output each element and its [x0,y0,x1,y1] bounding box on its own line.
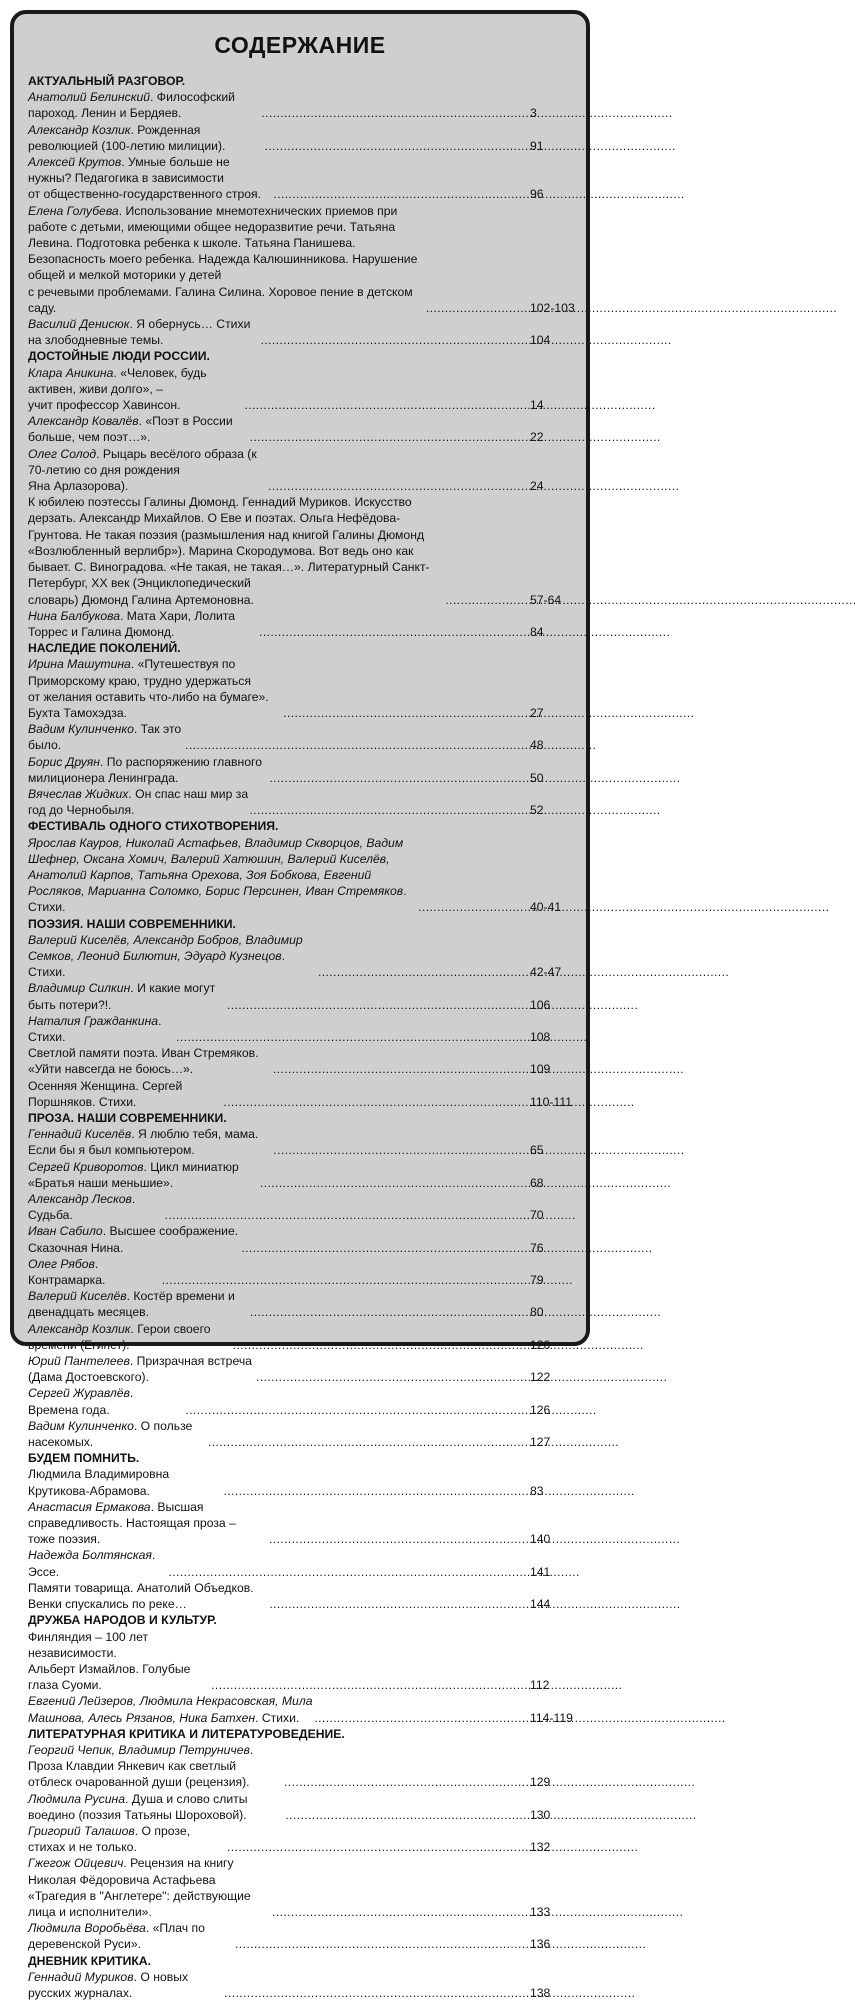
page-number: 91 [530,138,544,153]
section-heading: ДНЕВНИК КРИТИКА. [28,1953,151,1968]
entry-author: Алексей Крутов [28,155,122,170]
entry-text [28,1693,314,1725]
entry-text [28,1288,250,1320]
toc-entry[interactable] [28,1013,584,1045]
entry-title: . Эссе. [28,1548,156,1579]
entry-title: . Стихи. [255,1710,300,1725]
toc-entry[interactable] [28,656,584,721]
toc-entry[interactable] [28,413,584,445]
entry-title: . Высшее соображение. Сказочная Нина. [28,1224,239,1255]
toc-entry[interactable] [28,1256,584,1288]
entry-author: Александр Козлик [28,122,131,137]
toc-entry[interactable] [28,203,584,316]
entry-author: Ярослав Кауров, Николай Астафьев, Владимир Скворцов, Вадим Шефнер, Оксана Хомич, Валерий Хатюшин, Валерий Киселёв, Анатолий Карпов, Татьяна Орехова, Зоя Бобкова, Евгений Росляков, Марианна Соломко, Борис Персинен, Иван Стремяков [28,835,404,899]
entry-text [28,1321,233,1353]
entry-text [28,608,259,640]
page-number: 133 [530,1904,551,1919]
entry-text [28,980,227,1012]
entry-title: . Философский пароход. Ленин и Бердяев. [28,90,235,121]
entry-author: Александр Ковалёв [28,414,139,429]
page-number: 141 [530,1564,551,1579]
toc-entry[interactable] [28,1499,584,1548]
page-number: 76 [530,1240,544,1255]
entry-text [28,1920,235,1952]
entry-title: «Трагедия в "Англетере": действующие лица и исполнители». [28,1888,251,1919]
entry-text [28,1466,224,1498]
toc-entry[interactable] [28,1547,584,1579]
entry-text [28,1418,208,1450]
section-heading: ДОСТОЙНЫЕ ЛЮДИ РОССИИ. [28,349,210,364]
toc-entry[interactable] [28,721,584,753]
leader-dots [426,300,524,316]
entry-line: . Высшая справедливость. Настоящая проза – [28,1499,236,1531]
entry-text [28,316,261,348]
entry-title: от общественно-государственного строя. [28,187,261,202]
leader-dots [165,1207,524,1223]
entry-text [28,1855,272,1920]
page-number: 80 [530,1305,544,1320]
entry-text [28,154,273,203]
toc-entry[interactable] [28,1353,584,1385]
entry-text [28,1223,241,1255]
entry-author: Людмила Воробьёва [28,1921,146,1936]
entry-text [28,1547,169,1579]
entry-text [28,1045,273,1077]
leader-dots [259,624,524,640]
toc-entry[interactable] [28,1791,584,1823]
leader-dots [176,1029,524,1045]
entry-author: Ирина Машутина [28,657,131,672]
entry-title: от желания оставить что-либо на бумаге». Бухта Тамохэдза. [28,689,269,720]
entry-text [28,1791,285,1823]
entry-text [28,1353,256,1385]
section-heading: НАСЛЕДИЕ ПОКОЛЕНИЙ. [28,641,181,656]
toc-entry[interactable] [28,1742,584,1791]
toc-entry[interactable] [28,1045,584,1077]
table-of-contents [14,73,586,2001]
entry-text [28,1742,284,1791]
leader-dots [314,1710,524,1726]
page-number: 65 [530,1143,544,1158]
section-heading: ФЕСТИВАЛЬ ОДНОГО СТИХОТВОРЕНИЯ. [28,819,279,834]
page-number: 127 [530,1435,551,1450]
leader-dots [261,105,524,121]
entry-title: Осенняя Женщина. Сергей Поршняков. Стихи. [28,1078,183,1109]
entry-title: . Костёр времени и двенадцать месяцев. [28,1289,235,1320]
entry-author: Владимир Силкин [28,981,131,996]
page-number: 48 [530,738,544,753]
entry-text [28,122,265,154]
toc-entry[interactable] [28,1920,584,1952]
entry-title: Людмила Владимировна Крутикова-Абрамова. [28,1467,170,1498]
page-number: 129 [530,1775,551,1790]
entry-author: Вадим Кулинченко [28,1418,134,1433]
page-number: 102-103 [530,300,575,315]
leader-dots [162,1272,524,1288]
leader-dots [269,1531,524,1547]
page-number: 79 [530,1273,544,1288]
entry-title: Светлой памяти поэта. Иван Стремяков. «Уйти навсегда не боюсь…». [28,1046,259,1077]
toc-entry[interactable] [28,835,584,916]
entry-text [28,494,445,607]
entry-line: Финляндия – 100 лет независимости. [28,1629,149,1660]
leader-dots [284,1774,524,1790]
entry-author: Геннадий Киселёв [28,1127,132,1142]
toc-entry[interactable] [28,608,584,640]
entry-title: . «Поэт в России больше, чем поэт…». [28,414,233,445]
entry-author: Валерий Киселёв [28,1289,127,1304]
entry-title: . Я люблю тебя, мама. Если бы я был компьютером. [28,1127,259,1158]
entry-text [28,203,426,316]
entry-text [28,656,283,721]
leader-dots [261,332,525,348]
leader-dots [418,899,524,915]
entry-author: Клара Аникина [28,365,114,380]
leader-dots [268,478,524,494]
page-number: 24 [530,479,544,494]
entry-line: . Рыцарь весёлого образа (к 70-летию со дня рождения [28,446,257,477]
toc-entry[interactable] [28,1823,584,1855]
toc-entry[interactable] [28,365,584,414]
entry-title: учит профессор Хавинсон. [28,398,181,413]
entry-author: Елена Голубева [28,203,119,218]
entry-author: Евгений Лейзеров, Людмила Некрасовская, Мила Машнова, Алесь Рязанов, Ника Батхен [28,1694,313,1725]
entry-text [28,446,268,495]
entry-author: Надежда Болтянская [28,1548,152,1563]
leader-dots [233,1337,524,1353]
entry-line: . «Путешествуя по Приморскому краю, трудно удержаться [28,657,251,688]
entry-text [28,1385,185,1417]
entry-text [28,413,250,445]
entry-title: . «Плач по деревенской Руси». [28,1921,205,1952]
section-heading: БУДЕМ ПОМНИТЬ. [28,1451,140,1466]
entry-text [28,1580,269,1612]
entry-author: Борис Друян [28,754,101,769]
page-number: 136 [530,1937,551,1952]
leader-dots [223,1094,524,1110]
entry-author: Олег Солод [28,446,97,461]
contents-panel [10,10,590,2000]
entry-title: . Стихи. [28,1013,162,1044]
leader-dots [273,1061,524,1077]
entry-author: Гжегож Ойцевич [28,1856,124,1871]
toc-entry[interactable] [28,754,584,786]
page-number: 84 [530,624,544,639]
toc-entry[interactable] [28,786,584,818]
entry-author: Нина Балбукова [28,608,120,623]
entry-title: . Контрамарка. [28,1256,106,1288]
toc-entry[interactable] [28,494,584,607]
page-number: 122 [530,1370,551,1385]
entry-author: Александр Лесков [28,1192,132,1207]
page-number: 126 [530,1402,551,1417]
leader-dots [273,186,524,202]
entry-text [28,1499,269,1548]
page-number: 132 [530,1840,551,1855]
leader-dots [285,1807,524,1823]
entry-author: Сергей Журавлёв [28,1386,130,1401]
toc-entry[interactable] [28,1969,584,2001]
leader-dots [256,1369,524,1385]
toc-entry[interactable] [28,1191,584,1223]
entry-title: . Рожденная революцией (100-летию милиции). [28,122,226,153]
page-number: 108 [530,1029,551,1044]
entry-author: Василий Денисюк [28,317,130,332]
entry-title: . Призрачная встреча (Дама Достоевского). [28,1354,252,1385]
entry-text [28,786,249,818]
leader-dots [227,997,524,1013]
toc-entry[interactable] [28,1693,584,1725]
entry-author: Сергей Криворотов [28,1159,144,1174]
leader-dots [227,1839,524,1855]
leader-dots [265,138,524,154]
page-number: 52 [530,803,544,818]
entry-title: отблеск очарованной души (рецензия). [28,1775,250,1790]
entry-line: К юбилею поэтессы Галины Дюмонд. Геннадий Муриков. Искусство дерзать. Александр Михайлов. О Еве и поэтах. Ольга Нефёдова-Грунтова. Не такая поэзия (размышления над книгой Галины Дюмонд «Возлюбленный верлибр»). Марина Скородумова. Вот ведь оно как бывает. С. Виноградова. «Не такая, не такая…». Литературный Санкт-Петербург, XX век (Энциклопедический [28,495,430,591]
page-number: 50 [530,770,544,785]
entry-author: Александр Козлик [28,1321,131,1336]
leader-dots [235,1936,524,1952]
entry-text [28,1256,162,1288]
toc-entry[interactable] [28,1580,584,1612]
entry-author: Григорий Талашов [28,1823,135,1838]
toc-entry[interactable] [28,1321,584,1353]
entry-title: . О прозе, стихах и не только. [28,1823,191,1855]
section-heading: ДРУЖБА НАРОДОВ И КУЛЬТУР. [28,1613,217,1628]
entry-title: . Времена года. [28,1386,134,1417]
entry-author: Анастасия Ермакова [28,1499,151,1514]
leader-dots [260,1175,524,1191]
page-number: 22 [530,430,544,445]
leader-dots [211,1677,524,1693]
entry-title: . Мата Хари, Лолита Торрес и Галина Дюмонд. [28,608,236,639]
entry-title: тоже поэзия. [28,1532,101,1547]
section-heading: ПОЭЗИЯ. НАШИ СОВРЕМЕННИКИ. [28,916,236,931]
entry-title: . Так это было. [28,722,182,753]
entry-author: Вячеслав Жидких [28,786,129,801]
entry-text [28,932,318,981]
page-number: 140 [530,1532,551,1547]
section-heading: ЛИТЕРАТУРНАЯ КРИТИКА И ЛИТЕРАТУРОВЕДЕНИЕ. [28,1726,345,1741]
entry-title: . Он спас наш мир за год до Чернобыля. [28,786,249,818]
entry-title: . Цикл миниатюр «Братья наши меньшие». [28,1159,239,1190]
entry-title: . О пользе насекомых. [28,1418,193,1450]
entry-text [28,1191,165,1223]
entry-title: Альберт Измайлов. Голубые глаза Суоми. [28,1661,191,1693]
leader-dots [269,770,524,786]
entry-author: Людмила Русина [28,1791,126,1806]
entry-text [28,1969,224,2001]
page-number: 40-41 [530,900,562,915]
entry-text [28,835,418,916]
leader-dots [250,1304,524,1320]
toc-entry[interactable] [28,932,584,981]
toc-entry[interactable] [28,1223,584,1255]
entry-author: Валерий Киселёв, Александр Бобров, Владимир Семков, Леонид Билютин, Эдуард Кузнецов [28,932,303,963]
entry-title: . Судьба. [28,1192,136,1223]
toc-entry[interactable] [28,122,584,154]
entry-text [28,1629,211,1694]
entry-author: Юрий Пантелеев [28,1354,130,1369]
leader-dots [273,1142,524,1158]
leader-dots [272,1904,524,1920]
entry-author: Анатолий Белинский [28,90,151,105]
page-number: 120 [530,1337,551,1352]
toc-entry[interactable] [28,1466,584,1498]
entry-text [28,1159,260,1191]
entry-title: Памяти товарища. Анатолий Объедков. Венки спускались по реке… [28,1580,254,1612]
entry-author: Наталия Гражданкина [28,1013,159,1028]
page-number: 109 [530,1062,551,1077]
entry-title: . О новых русских журналах. [28,1969,189,2000]
entry-title: . Стихи. [28,948,286,980]
entry-author: Олег Рябов [28,1256,95,1271]
entry-title: . Герои своего времени (Египет). [28,1321,211,1352]
page-number: 138 [530,1985,551,2000]
page-number: 130 [530,1807,551,1822]
leader-dots [249,802,524,818]
page-number: 57-64 [530,592,562,607]
entry-title: . Стихи. [28,884,407,915]
leader-dots [185,1402,524,1418]
entry-title: Яна Арлазорова). [28,479,129,494]
toc-entry[interactable] [28,1855,584,1920]
entry-text [28,1126,273,1158]
toc-entry[interactable] [28,1159,584,1191]
leader-dots [185,737,524,753]
page-number: 27 [530,705,544,720]
entry-text [28,754,269,786]
entry-text [28,365,244,414]
entry-text [28,721,185,753]
entry-author: Вадим Кулинченко [28,722,134,737]
page-number: 144 [530,1597,551,1612]
leader-dots [269,1596,524,1612]
toc-entry[interactable] [28,1078,584,1110]
entry-title: с речевыми проблемами. Галина Силина. Хоровое пение в детском саду. [28,284,413,315]
toc-entry[interactable] [28,1288,584,1320]
leader-dots [169,1564,524,1580]
entry-line: . «Человек, будь активен, живи долго», – [28,365,207,396]
page-number: 104 [530,333,551,348]
toc-entry[interactable] [28,446,584,495]
page-number: 96 [530,187,544,202]
section-heading: АКТУАЛЬНЫЙ РАЗГОВОР. [28,74,186,88]
page-number: 68 [530,1175,544,1190]
entry-line: . Проза Клавдии Янкевич как светлый [28,1742,254,1774]
entry-title: словарь) Дюмонд Галина Артемоновна. [28,592,254,607]
entry-text [28,1823,227,1855]
page-number: 3 [530,106,537,121]
leader-dots [250,429,524,445]
section-heading: ПРОЗА. НАШИ СОВРЕМЕННИКИ. [28,1111,227,1125]
toc-entry[interactable] [28,1629,584,1694]
page-number: 42-47 [530,965,562,980]
leader-dots [241,1240,524,1256]
entry-author: Иван Сабило [28,1224,103,1239]
page-number: 110-111 [530,1094,573,1109]
toc-entry[interactable] [28,89,584,121]
toc-entry[interactable] [28,1126,584,1158]
page-title: СОДЕРЖАНИЕ [214,32,386,58]
page-number: 112 [530,1678,550,1693]
page-number: 106 [530,997,551,1012]
page-number: 114-119 [530,1710,573,1725]
entry-line: . Рецензия на книгу Николая Фёдоровича Астафьева [28,1856,234,1887]
entry-title: . Я обернусь… Стихи на злободневные темы. [28,317,251,348]
leader-dots [318,964,524,980]
toc-entry[interactable] [28,1385,584,1417]
entry-text [28,89,261,121]
entry-author: Геннадий Муриков [28,1969,134,1984]
entry-line: . Использование мнемотехнических приемов при работе с детьми, имеющими общее недоразвитие речи. Татьяна Левина. Подготовка ребенка к школе. Татьяна Панишева. Безопасность моего ребенка. Надежда Калюшинникова. Нарушение общей и мелкой моторики у детей [28,203,418,283]
page-number: 70 [530,1208,544,1223]
toc-entry[interactable] [28,154,584,203]
leader-dots [224,1483,524,1499]
entry-title: . И какие могут быть потери?!. [28,981,216,1012]
leader-dots [244,397,524,413]
entry-author: Георгий Чепик, Владимир Петруничев [28,1742,250,1757]
entry-title: . По распоряжению главного милиционера Ленинграда. [28,754,262,785]
entry-text [28,1013,176,1045]
toc-entry[interactable] [28,980,584,1012]
toc-entry[interactable] [28,1418,584,1450]
leader-dots [445,592,524,608]
page-number: 14 [530,398,544,413]
entry-line: . Умные больше не нужны? Педагогика в зависимости [28,155,230,186]
toc-entry[interactable] [28,316,584,348]
page-number: 83 [530,1483,544,1498]
entry-title: . Душа и слово слиты воедино (поэзия Татьяны Шороховой). [28,1791,248,1822]
entry-text [28,1078,223,1110]
leader-dots [208,1434,524,1450]
leader-dots [224,1985,524,2001]
leader-dots [283,705,524,721]
